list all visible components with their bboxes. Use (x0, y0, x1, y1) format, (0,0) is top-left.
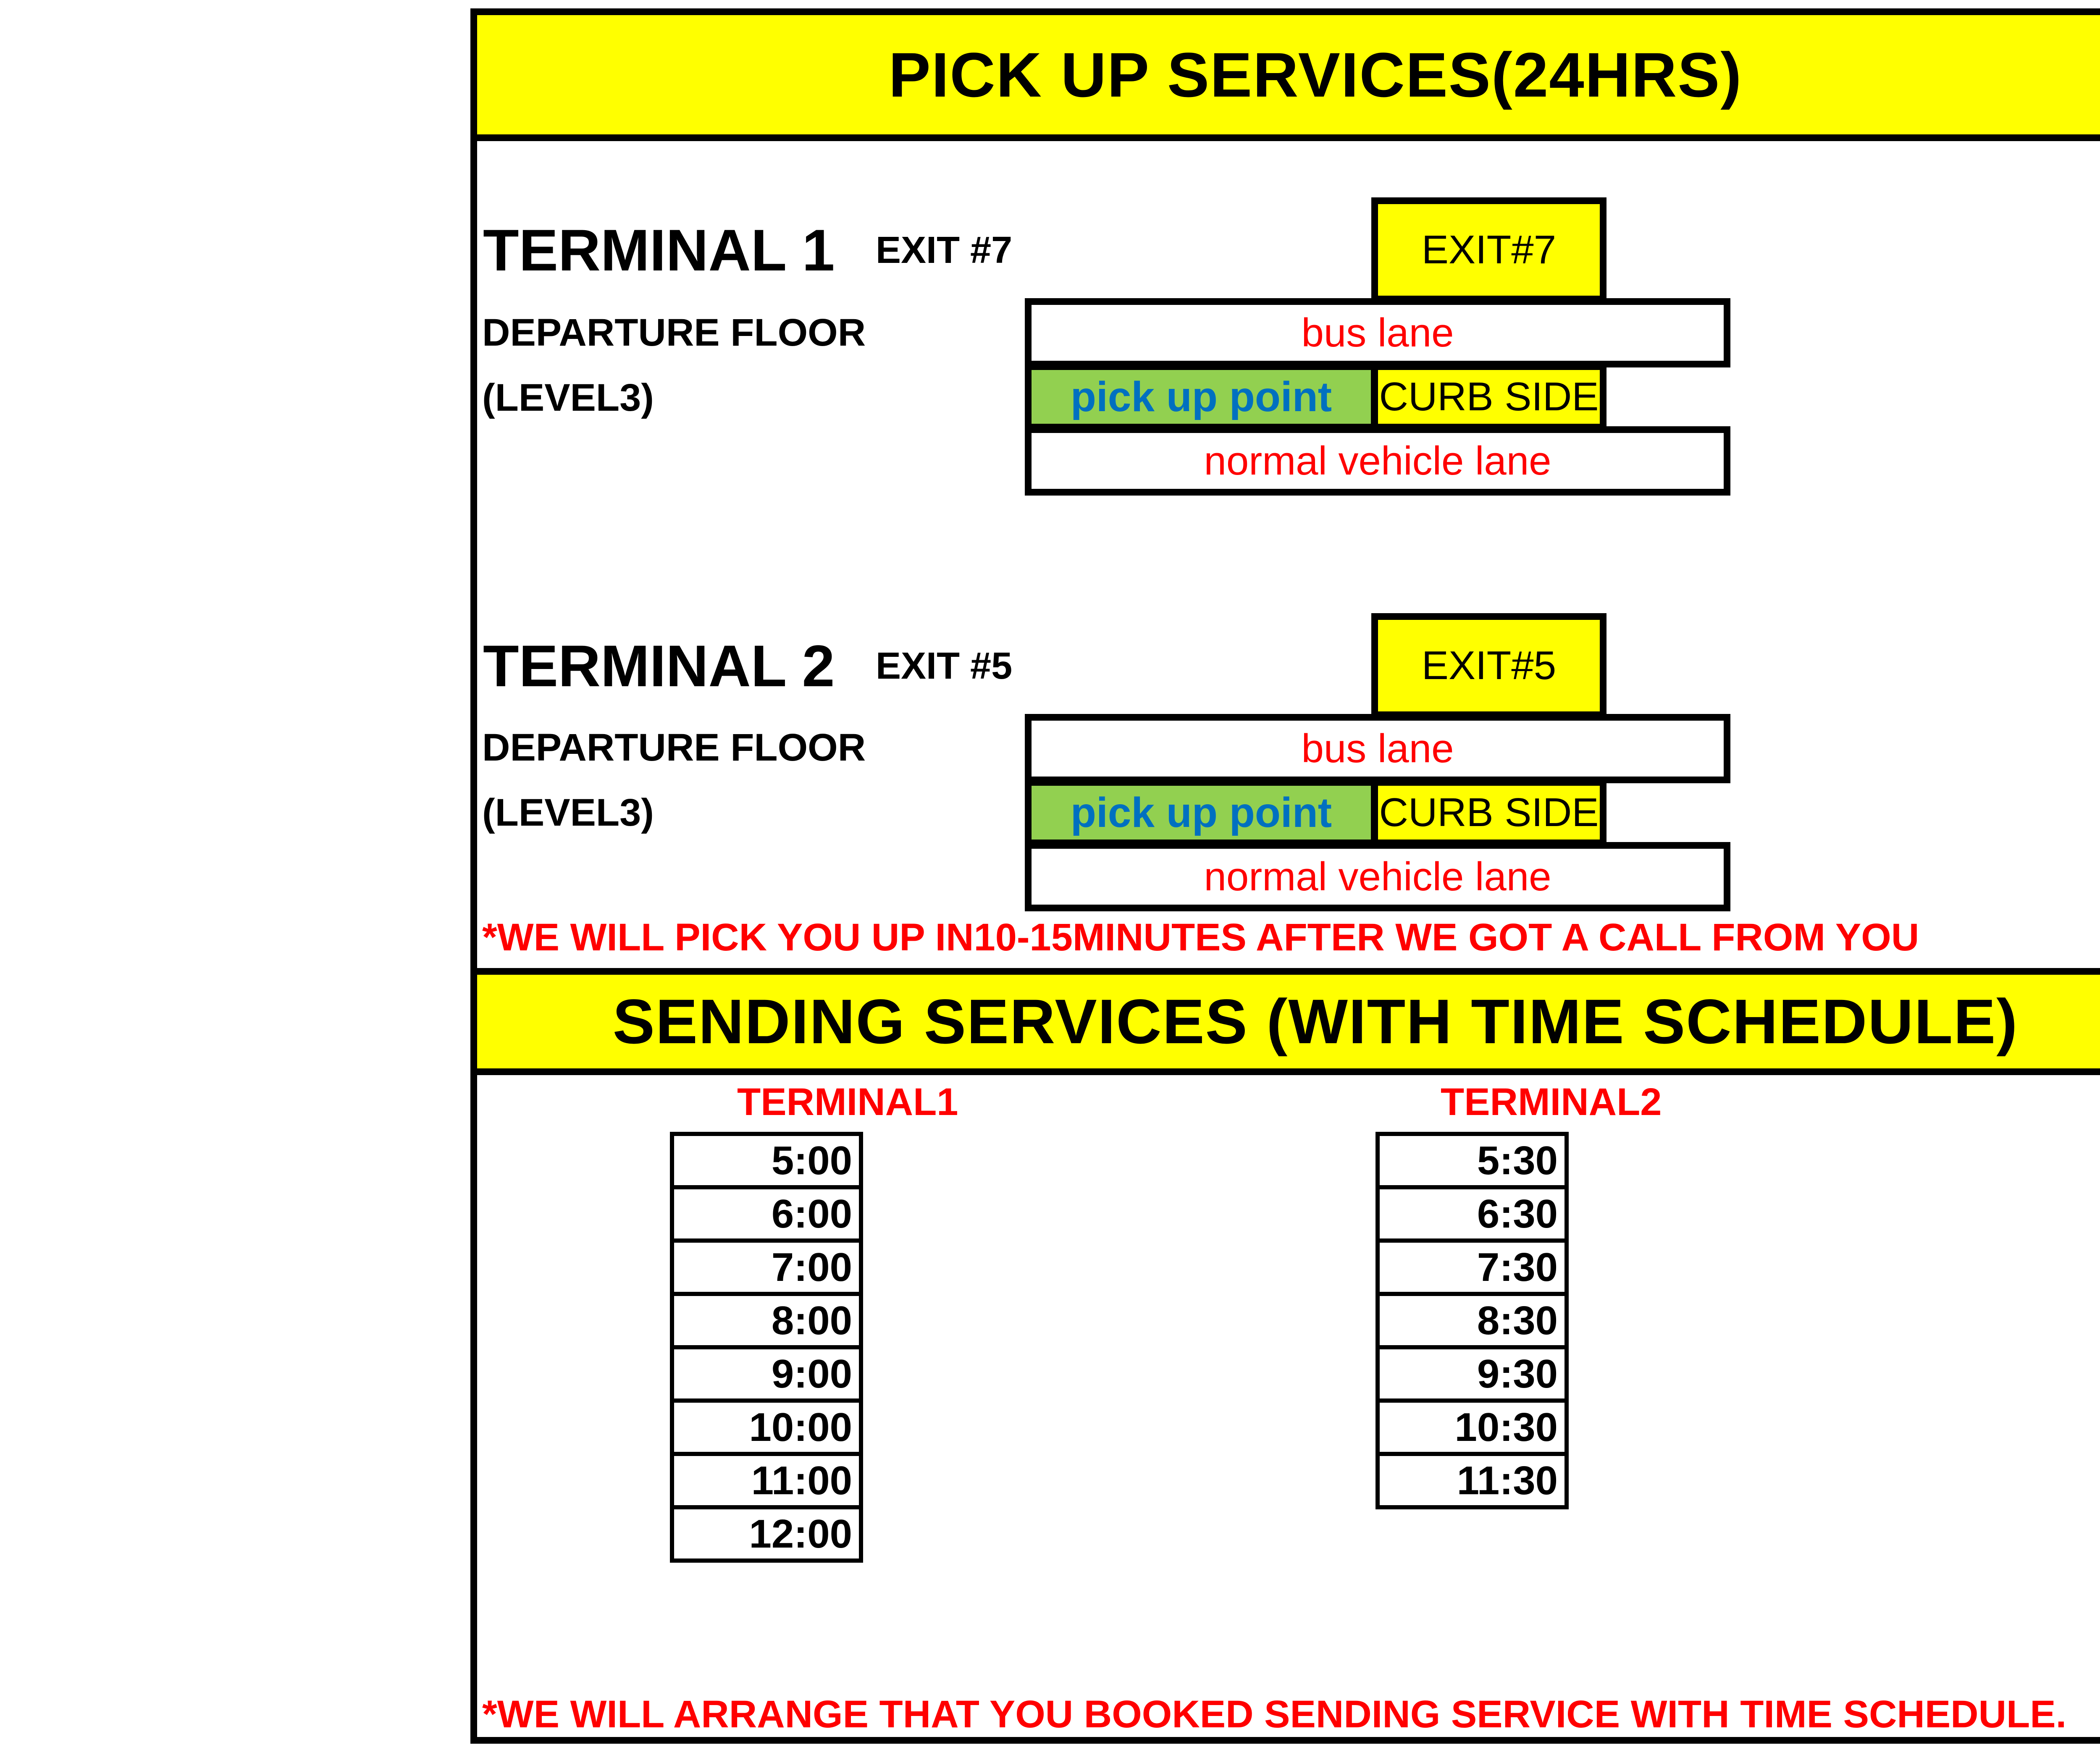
pickup-header: PICK UP SERVICES(24HRS) (470, 8, 2100, 141)
terminal1-schedule-table (670, 1132, 863, 1563)
terminal2-curb-side: CURB SIDE (1371, 779, 1606, 846)
pickup-note: *WE WILL PICK YOU UP IN10-15MINUTES AFTER WE GOT A CALL FROM YOU (482, 916, 1919, 959)
terminal1-exit-box: EXIT#7 (1371, 197, 1606, 302)
schedule-time: 12:00 (672, 1507, 861, 1561)
terminal1-exit-label: EXIT #7 (876, 229, 1013, 271)
table-row (672, 1401, 861, 1454)
schedule-time: 7:00 (672, 1241, 861, 1294)
terminal2-schedule-table (1376, 1132, 1569, 1509)
terminal1-normal-lane: normal vehicle lane (1025, 426, 1730, 496)
schedule-time: 11:30 (1378, 1454, 1567, 1507)
terminal1-bus-lane: bus lane (1025, 298, 1730, 367)
table-row (672, 1294, 861, 1347)
terminal2-floor-line1: DEPARTURE FLOOR (482, 726, 866, 769)
table-row (1378, 1187, 1567, 1241)
table-row (672, 1347, 861, 1401)
table-row (672, 1187, 861, 1241)
terminal2-pickup-point: pick up point (1025, 779, 1378, 846)
table-row (1378, 1401, 1567, 1454)
terminal2-normal-lane: normal vehicle lane (1025, 842, 1730, 911)
schedule-time: 5:00 (672, 1134, 861, 1187)
schedule-time: 9:00 (672, 1347, 861, 1401)
schedule-time: 9:30 (1378, 1347, 1567, 1401)
schedule-time: 5:30 (1378, 1134, 1567, 1187)
terminal1-floor-line2: (LEVEL3) (482, 376, 654, 419)
schedule-time: 8:30 (1378, 1294, 1567, 1347)
table-row (1378, 1294, 1567, 1347)
terminal1-pickup-point: pick up point (1025, 363, 1378, 430)
table-row (1378, 1454, 1567, 1507)
table-row (1378, 1241, 1567, 1294)
schedule-time: 11:00 (672, 1454, 861, 1507)
sending-header: SENDING SERVICES (WITH TIME SCHEDULE) (470, 968, 2100, 1075)
schedule-time: 6:00 (672, 1187, 861, 1241)
sending-terminal1-label: TERMINAL1 (737, 1081, 958, 1123)
sending-note: *WE WILL ARRANGE THAT YOU BOOKED SENDING SERVICE WITH TIME SCHEDULE. (482, 1693, 2067, 1736)
table-row (1378, 1347, 1567, 1401)
schedule-time: 7:30 (1378, 1241, 1567, 1294)
table-row (672, 1507, 861, 1561)
sending-terminal2-label: TERMINAL2 (1441, 1081, 1662, 1123)
table-row (1378, 1134, 1567, 1187)
terminal2-floor-line2: (LEVEL3) (482, 791, 654, 834)
schedule-time: 10:30 (1378, 1401, 1567, 1454)
terminal2-exit-label: EXIT #5 (876, 645, 1013, 687)
table-row (672, 1241, 861, 1294)
terminal2-exit-box: EXIT#5 (1371, 613, 1606, 718)
terminal1-floor-line1: DEPARTURE FLOOR (482, 311, 866, 354)
schedule-time: 10:00 (672, 1401, 861, 1454)
schedule-time: 8:00 (672, 1294, 861, 1347)
terminal2-bus-lane: bus lane (1025, 714, 1730, 783)
schedule-time: 6:30 (1378, 1187, 1567, 1241)
table-row (672, 1454, 861, 1507)
terminal1-curb-side: CURB SIDE (1371, 363, 1606, 430)
table-row (672, 1134, 861, 1187)
terminal2-title: TERMINAL 2 (483, 633, 835, 699)
terminal1-title: TERMINAL 1 (483, 217, 835, 283)
